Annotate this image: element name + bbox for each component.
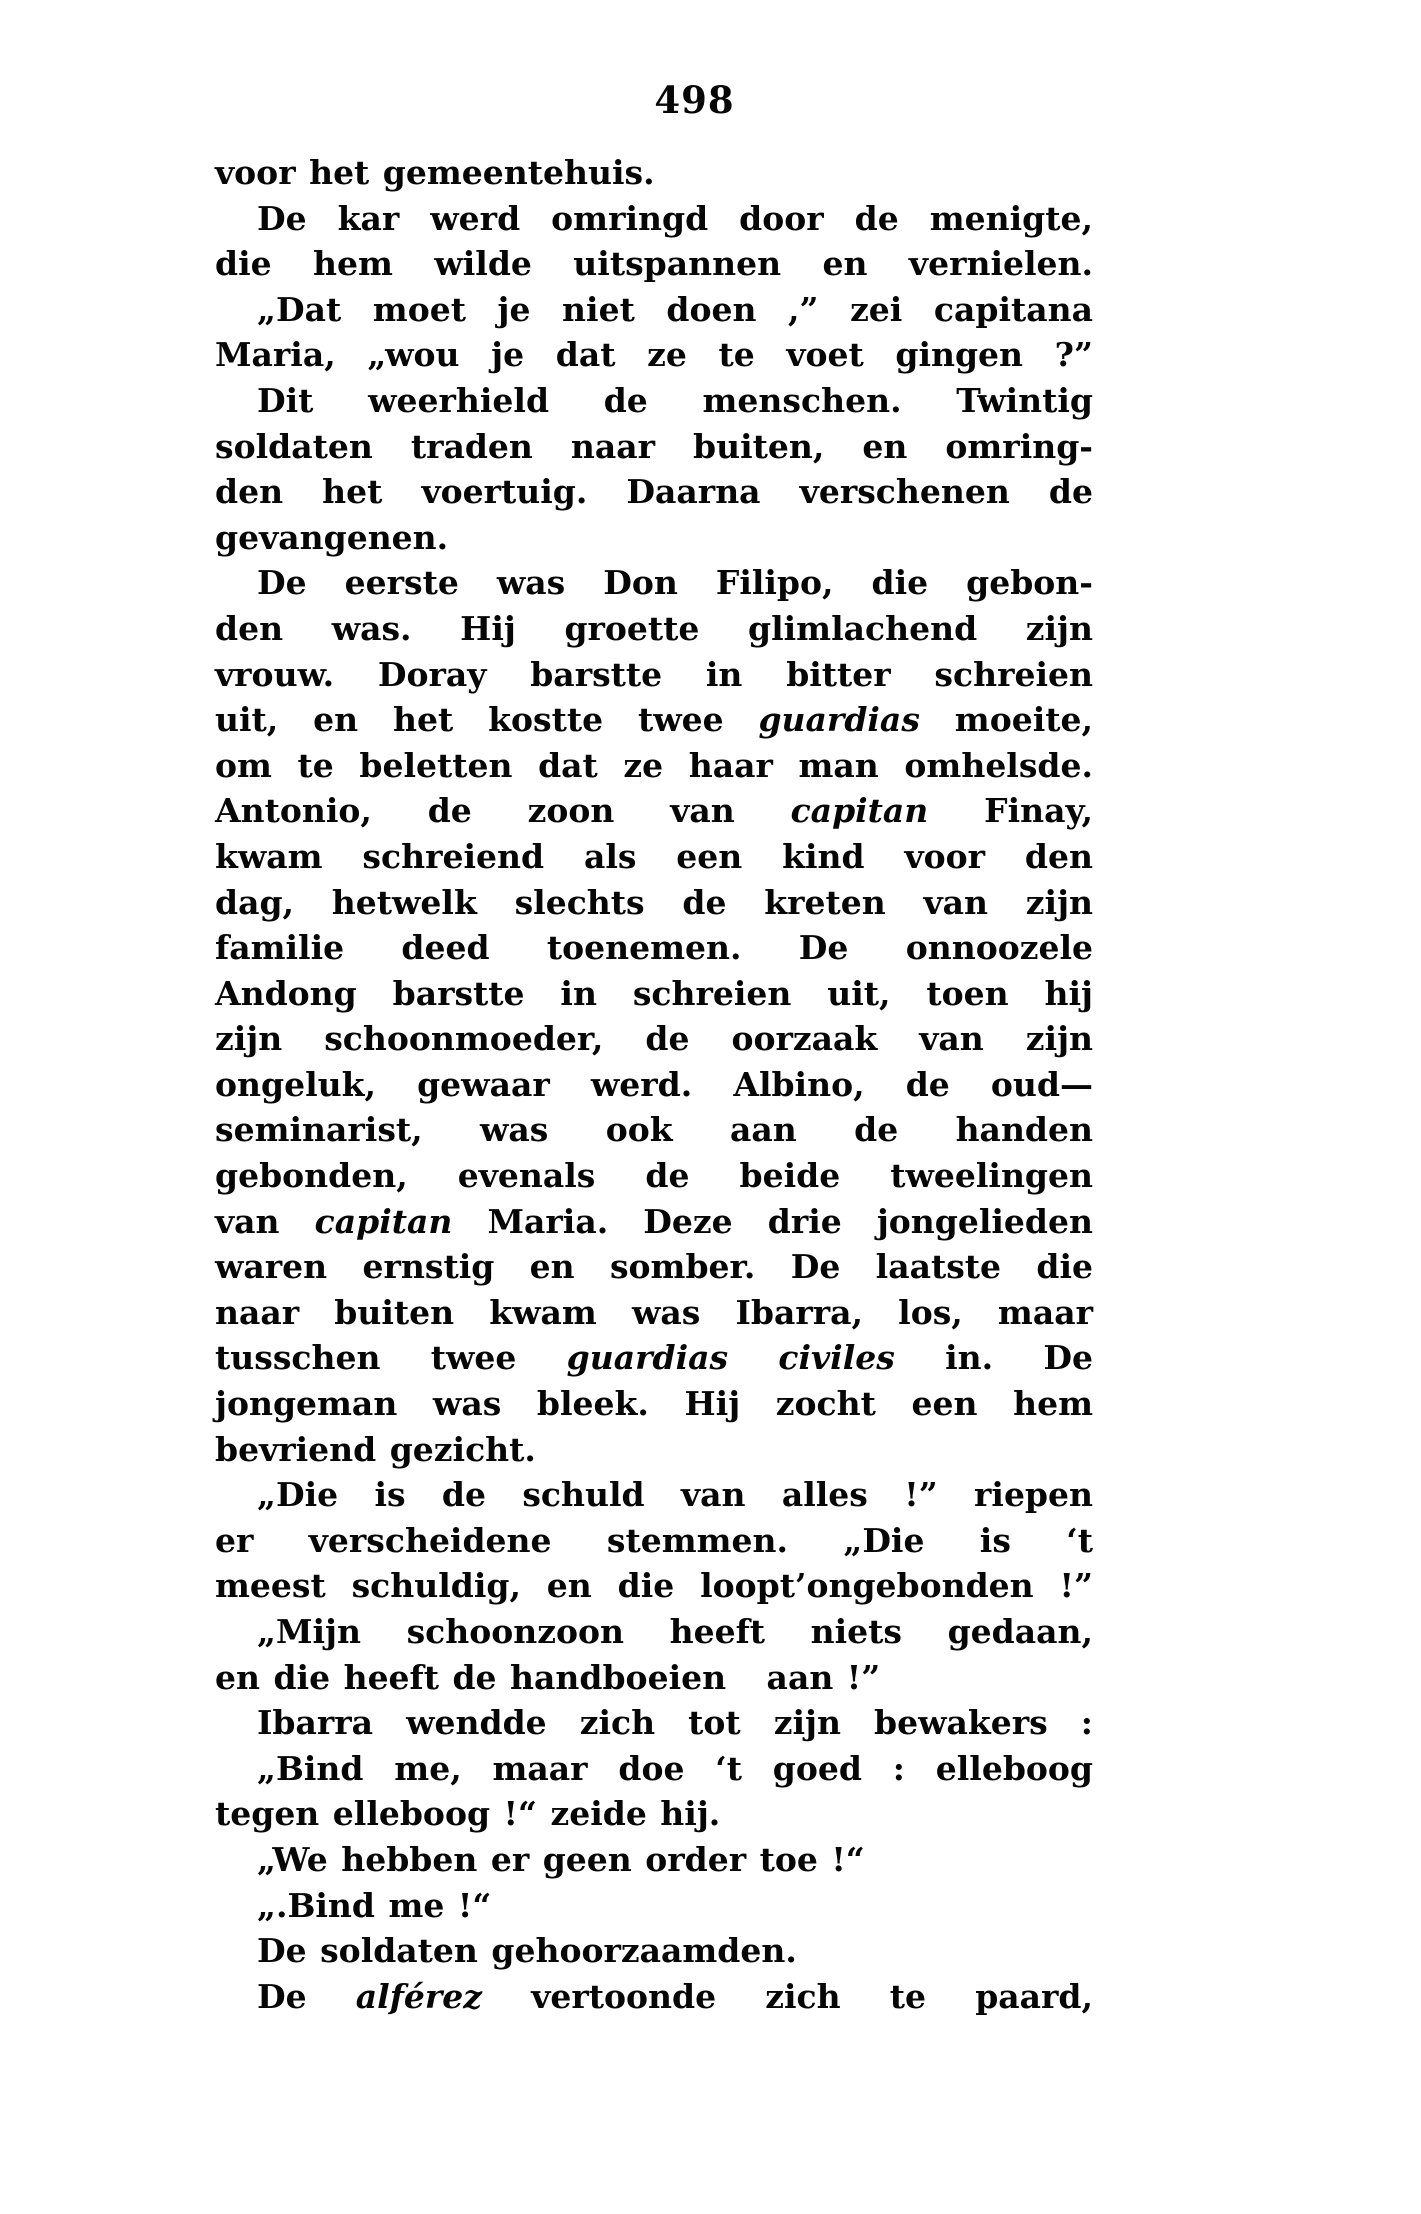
text-segment: om te beletten dat ze haar man omhelsde. bbox=[215, 745, 1093, 785]
text-line bbox=[215, 1700, 1093, 1746]
text-segment: vertoonde zich te paard, bbox=[482, 1976, 1093, 2016]
text-segment: seminarist, was ook aan de handen bbox=[215, 1110, 1093, 1150]
text-segment: die hem wilde uitspannen en vernielen. bbox=[215, 244, 1093, 284]
text-line bbox=[215, 1427, 1093, 1473]
text-line bbox=[215, 971, 1093, 1017]
text-line bbox=[215, 1472, 1093, 1518]
text-segment: waren ernstig en somber. De laatste die bbox=[215, 1247, 1093, 1287]
text-segment: en die heeft de handboeien aan !” bbox=[215, 1657, 881, 1697]
text-segment: Dit weerhield de menschen. Twintig bbox=[257, 380, 1093, 420]
text-segment: den was. Hij groette glimlachend zijn bbox=[215, 608, 1093, 648]
text-segment: uit, en het kostte twee bbox=[215, 700, 759, 740]
text-segment: De soldaten gehoorzaamden. bbox=[257, 1931, 797, 1971]
text-line bbox=[215, 1153, 1093, 1199]
italic-text-segment: guardias bbox=[758, 700, 920, 740]
text-line bbox=[215, 1244, 1093, 1290]
text-segment: Finay, bbox=[928, 791, 1093, 831]
italic-text-segment: capitan bbox=[314, 1201, 453, 1241]
italic-text-segment: capitan bbox=[790, 791, 929, 831]
text-segment: Maria, „wou je dat ze te voet gingen ?” bbox=[215, 335, 1093, 375]
text-line bbox=[215, 150, 1093, 196]
text-line bbox=[215, 424, 1093, 470]
text-line bbox=[215, 788, 1093, 834]
text-segment: zijn schoonmoeder, de oorzaak van zijn bbox=[215, 1019, 1093, 1059]
text-line bbox=[215, 1609, 1093, 1655]
text-line bbox=[215, 1746, 1093, 1792]
text-line bbox=[215, 1381, 1093, 1427]
text-line bbox=[215, 880, 1093, 926]
text-segment: ongeluk, gewaar werd. Albino, de oud— bbox=[215, 1064, 1093, 1104]
text-segment: familie deed toenemen. De onnoozele bbox=[215, 928, 1093, 968]
text-line bbox=[215, 1518, 1093, 1564]
text-segment: jongeman was bleek. Hij zocht een hem bbox=[215, 1384, 1093, 1424]
text-segment: kwam schreiend als een kind voor den bbox=[215, 836, 1093, 876]
text-segment: den het voertuig. Daarna verschenen de bbox=[215, 472, 1093, 512]
text-segment: Andong barstte in schreien uit, toen hij bbox=[215, 973, 1093, 1013]
text-segment: meest schuldig, en die loopt’ongebonden !” bbox=[215, 1566, 1093, 1606]
text-line bbox=[215, 1655, 1093, 1701]
text-segment: „Bind me, maar doe ‘t goed : elleboog bbox=[257, 1748, 1093, 1788]
text-segment: in. De bbox=[894, 1338, 1093, 1378]
text-line bbox=[215, 1062, 1093, 1108]
text-segment: bevriend gezicht. bbox=[215, 1429, 536, 1469]
text-segment: Ibarra wendde zich tot zijn bewakers : bbox=[257, 1703, 1093, 1743]
text-segment: De eerste was Don Filipo, die gebon- bbox=[257, 563, 1093, 603]
text-line bbox=[215, 287, 1093, 333]
text-segment: „Mijn schoonzoon heeft niets gedaan, bbox=[257, 1612, 1093, 1651]
text-line bbox=[215, 1199, 1093, 1245]
text-segment: dag, hetwelk slechts de kreten van zijn bbox=[215, 882, 1093, 922]
text-segment: moeite, bbox=[919, 700, 1093, 740]
text-line bbox=[215, 378, 1093, 424]
text-line bbox=[215, 1335, 1093, 1381]
text-segment: gevangenen. bbox=[215, 517, 449, 557]
text-segment: van bbox=[215, 1201, 315, 1241]
text-line bbox=[215, 241, 1093, 287]
text-line bbox=[215, 606, 1093, 652]
text-segment: De kar werd omringd door de menigte, bbox=[257, 198, 1093, 238]
text-line bbox=[215, 1883, 1093, 1929]
text-line bbox=[215, 1107, 1093, 1153]
text-segment: tegen elleboog !“ zeide hij. bbox=[215, 1794, 721, 1834]
text-segment: soldaten traden naar buiten, en omring- bbox=[215, 426, 1093, 466]
page-number: 498 bbox=[654, 78, 735, 122]
text-segment: vrouw. Doray barstte in bitter schreien bbox=[215, 654, 1093, 694]
text-line bbox=[215, 469, 1093, 515]
text-line bbox=[215, 1791, 1093, 1837]
text-line bbox=[215, 560, 1093, 606]
text-segment: tusschen twee bbox=[215, 1338, 567, 1378]
page-text-block bbox=[215, 150, 1093, 2019]
text-segment: „We hebben er geen order toe !“ bbox=[257, 1839, 865, 1879]
text-line bbox=[215, 697, 1093, 743]
text-line bbox=[215, 1974, 1093, 2020]
text-segment: „Dat moet je niet doen ,” zei capitana bbox=[257, 289, 1093, 329]
text-line bbox=[215, 1837, 1093, 1883]
text-line bbox=[215, 925, 1093, 971]
text-segment: gebonden, evenals de beide tweelingen bbox=[215, 1156, 1093, 1196]
text-segment: voor het gemeentehuis. bbox=[215, 153, 655, 192]
text-line bbox=[215, 652, 1093, 698]
italic-text-segment: alférez bbox=[355, 1976, 483, 2016]
text-line bbox=[215, 1016, 1093, 1062]
text-line bbox=[215, 332, 1093, 378]
text-segment: naar buiten kwam was Ibarra, los, maar bbox=[215, 1292, 1093, 1332]
text-segment: Antonio, de zoon van bbox=[215, 791, 791, 831]
text-line bbox=[215, 1563, 1093, 1609]
text-segment: er verscheidene stemmen. „Die is ‘t bbox=[215, 1520, 1093, 1560]
text-line bbox=[215, 196, 1093, 242]
text-segment: Maria. Deze drie jongelieden bbox=[452, 1201, 1093, 1241]
text-segment: De bbox=[257, 1976, 356, 2016]
text-line bbox=[215, 834, 1093, 880]
text-line bbox=[215, 1290, 1093, 1336]
text-line bbox=[215, 743, 1093, 789]
italic-text-segment: guardias civiles bbox=[566, 1338, 895, 1378]
text-segment: „.Bind me !“ bbox=[257, 1885, 492, 1925]
text-segment: „Die is de schuld van alles !” riepen bbox=[257, 1475, 1093, 1515]
text-line bbox=[215, 515, 1093, 561]
text-line bbox=[215, 1928, 1093, 1974]
